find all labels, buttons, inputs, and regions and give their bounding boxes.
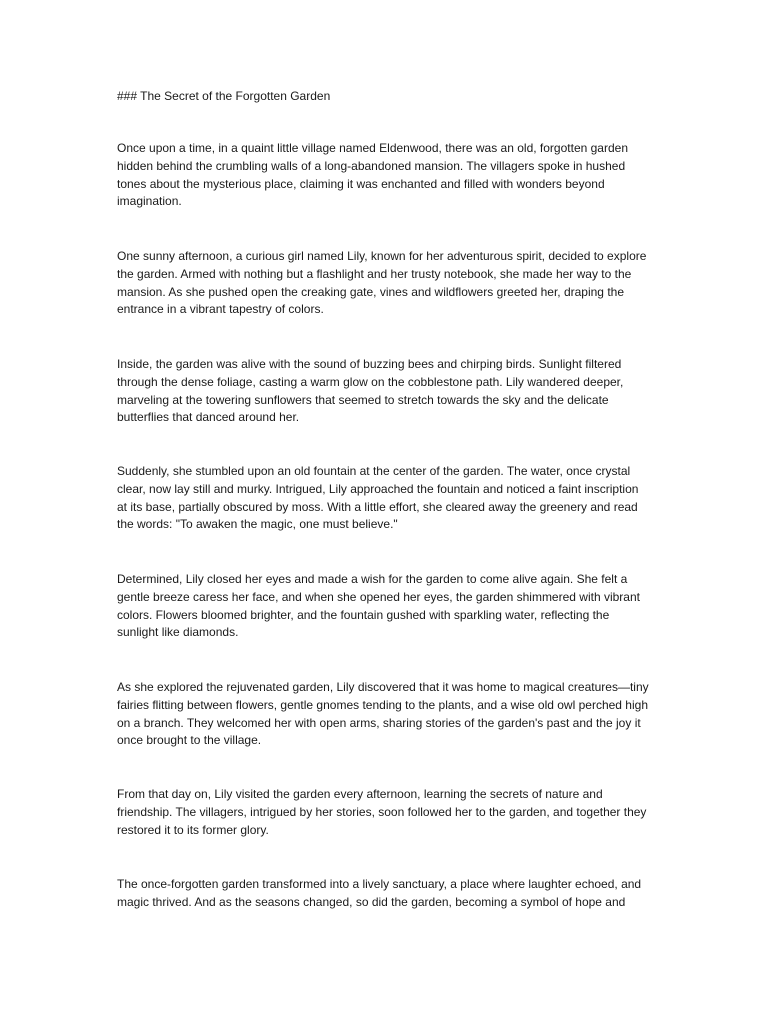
text-line: fairies flitting between flowers, gentle gnomes tending to the plants, and a wise old owl perched high [117, 697, 648, 712]
text-line: once brought to the village. [117, 733, 262, 748]
text-line: imagination. [117, 194, 182, 209]
text-line: through the dense foliage, casting a warm glow on the cobblestone path. Lily wandered deeper, [117, 374, 624, 389]
text-line: magic thrived. And as the seasons changed, so did the garden, becoming a symbol of hope and [117, 894, 626, 909]
paragraph-6 [117, 679, 657, 750]
paragraph-4 [117, 463, 657, 534]
text-line: restored it to its former glory. [117, 822, 269, 837]
paragraph-8 [117, 876, 657, 912]
text-line: on a branch. They welcomed her with open arms, sharing stories of the garden's past and the joy it [117, 715, 641, 730]
paragraph-1 [117, 140, 657, 211]
text-line: Once upon a time, in a quaint little village named Eldenwood, there was an old, forgotten garden [117, 141, 628, 155]
text-line: sunlight like diamonds. [117, 625, 239, 640]
paragraph-7 [117, 786, 657, 839]
text-line: tones about the mysterious place, claiming it was enchanted and filled with wonders beyond [117, 176, 605, 191]
text-line: the garden. Armed with nothing but a flashlight and her trusty notebook, she made her way to the [117, 266, 632, 281]
text-line: marveling at the towering sunflowers that seemed to stretch towards the sky and the delicate [117, 392, 609, 407]
text-line: butterflies that danced around her. [117, 410, 300, 425]
paragraph-5 [117, 571, 657, 642]
text-line: Suddenly, she stumbled upon an old fountain at the center of the garden. The water, once crystal [117, 464, 631, 478]
text-line: entrance in a vibrant tapestry of colors. [117, 302, 324, 317]
text-line: clear, now lay still and murky. Intrigued, Lily approached the fountain and noticed a faint inscription [117, 481, 639, 496]
text-line: As she explored the rejuvenated garden, Lily discovered that it was home to magical creatures—tiny [117, 680, 649, 694]
paragraph-2 [117, 248, 657, 319]
text-line: The once-forgotten garden transformed into a lively sanctuary, a place where laughter echoed, and [117, 877, 642, 891]
text-line: mansion. As she pushed open the creaking gate, vines and wildflowers greeted her, draping the [117, 284, 624, 299]
text-line: Inside, the garden was alive with the sound of buzzing bees and chirping birds. Sunlight filtered [117, 357, 622, 371]
text-line: From that day on, Lily visited the garden every afternoon, learning the secrets of nature and [117, 787, 603, 801]
text-line: at its base, partially obscured by moss. With a little effort, she cleared away the greenery and read [117, 499, 638, 514]
text-line: hidden behind the crumbling walls of a long-abandoned mansion. The villagers spoke in hushed [117, 158, 626, 173]
text-line: gentle breeze caress her face, and when she opened her eyes, the garden shimmered with vibrant [117, 589, 640, 604]
text-line: One sunny afternoon, a curious girl named Lily, known for her adventurous spirit, decided to explore [117, 249, 647, 263]
text-line: friendship. The villagers, intrigued by her stories, soon followed her to the garden, and together they [117, 804, 647, 819]
paragraph-3 [117, 356, 657, 427]
text-line: the words: "To awaken the magic, one must believe." [117, 517, 398, 532]
document-title: ### The Secret of the Forgotten Garden [117, 89, 331, 103]
text-line: colors. Flowers bloomed brighter, and the fountain gushed with sparkling water, reflecting the [117, 607, 610, 622]
text-line: Determined, Lily closed her eyes and made a wish for the garden to come alive again. She felt a [117, 572, 628, 586]
